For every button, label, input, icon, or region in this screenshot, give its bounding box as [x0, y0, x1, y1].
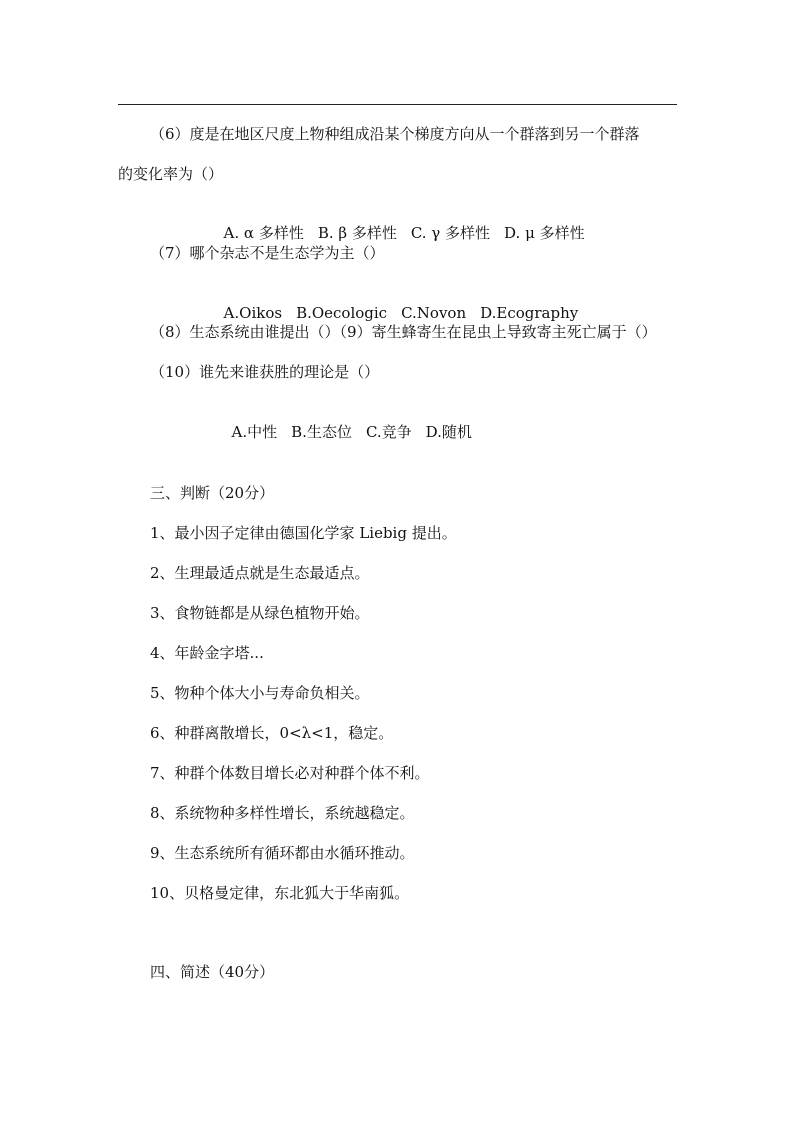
q10-option-a: A.中性: [231, 423, 278, 441]
q6-option-a: A. α 多样性: [223, 224, 304, 242]
q7-option-c: C.Novon: [401, 304, 467, 322]
judgement-item: 5、物种个体大小与寿命负相关。: [150, 684, 370, 702]
q10-option-c: C.竞争: [365, 423, 412, 441]
q7-option-d: D.Ecography: [480, 304, 579, 322]
judgement-item: 2、生理最适点就是生态最适点。: [150, 564, 370, 582]
question-6-options: [214, 203, 599, 243]
question-7: （7）哪个杂志不是生态学为主（）: [150, 244, 385, 262]
q10-option-d: D.随机: [425, 423, 472, 441]
question-10: （10）谁先来谁获胜的理论是（）: [150, 363, 380, 381]
q7-option-b: B.Oecologic: [296, 304, 388, 322]
question-10-options: [222, 402, 486, 442]
judgement-item: 9、生态系统所有循环都由水循环推动。: [150, 844, 415, 862]
question-8-9: （8）生态系统由谁提出（）（9）寄生蜂寄生在昆虫上导致寄主死亡属于（）: [150, 323, 657, 341]
q6-option-c: C. γ 多样性: [410, 224, 491, 242]
question-7-options: [214, 283, 592, 323]
q7-option-a: A.Oikos: [223, 304, 283, 322]
q10-option-b: B.生态位: [291, 423, 352, 441]
judgement-item: 3、食物链都是从绿色植物开始。: [150, 604, 370, 622]
question-6-line2: 的变化率为（）: [118, 165, 224, 183]
header-rule: [118, 104, 677, 105]
judgement-item: 6、种群离散增长，0<λ<1，稳定。: [150, 724, 394, 742]
q6-option-d: D. μ 多样性: [504, 224, 585, 242]
q6-option-b: B. β 多样性: [317, 224, 397, 242]
judgement-item: 8、系统物种多样性增长，系统越稳定。: [150, 804, 415, 822]
section-3-heading: 三、判断（20分）: [150, 484, 275, 502]
judgement-item: 10、贝格曼定律，东北狐大于华南狐。: [150, 884, 410, 902]
judgement-item: 7、种群个体数目增长必对种群个体不利。: [150, 764, 430, 782]
judgement-item: 1、最小因子定律由德国化学家 Liebig 提出。: [150, 524, 457, 542]
section-4-heading: 四、简述（40分）: [150, 963, 275, 981]
judgement-item: 4、年龄金字塔...: [150, 644, 264, 662]
question-6-line1: （6）度是在地区尺度上物种组成沿某个梯度方向从一个群落到另一个群落: [150, 125, 640, 143]
